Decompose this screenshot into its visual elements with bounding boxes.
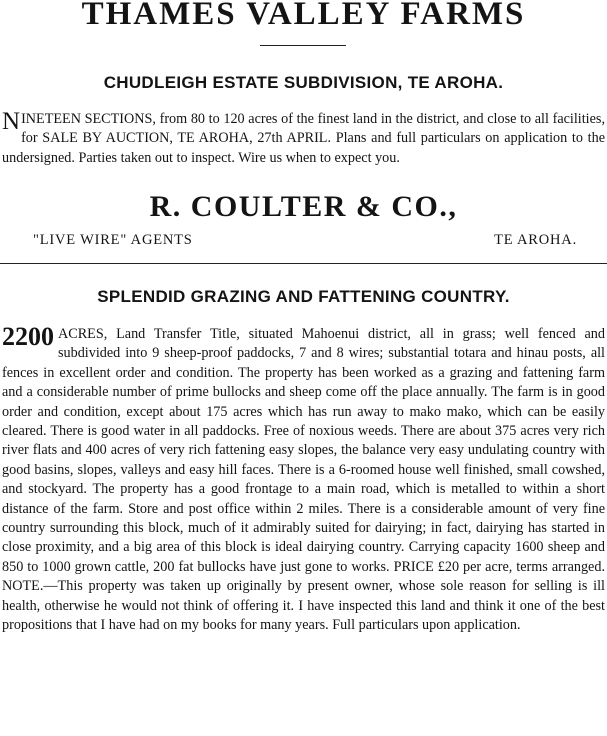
section-divider (0, 263, 607, 264)
section-heading-subdivision: CHUDLEIGH ESTATE SUBDIVISION, TE AROHA. (103, 73, 504, 92)
title-divider (260, 45, 346, 46)
agent-firm-name: R. COULTER & CO., (149, 190, 458, 223)
section-heading-grazing: SPLENDID GRAZING AND FATTENING COUNTRY. (97, 287, 510, 306)
subdivision-text: INETEEN SECTIONS, from 80 to 120 acres of the finest land in the district, and close to all facilities, for SALE BY AUCTION, TE AROHA, 27th APRIL. Plans and full particulars on application to the undersigned. Parties taken out to inspect. Wire us when to expect you. (2, 111, 605, 166)
agent-location: TE AROHA. (494, 232, 577, 248)
page-title: THAMES VALLEY FARMS (81, 0, 526, 32)
listing-paragraph (2, 322, 605, 636)
listing-text: ACRES, Land Transfer Title, situated Mahoenui district, all in grass; well fenced and subdivided into 9 sheep-proof paddocks, 7 and 8 wires; substantial totara and hinau posts, all fences in excellent order and condition. The property has been worked as a grazing and fattening farm and a considerable number of prime bullocks and sheep come off the place annually. The farm is in good order and condition, except about 175 acres which has run away to mako mako, which can be easily cleared. There is good water in all paddocks. Free of noxious weeds. There are about 375 acres very rich river flats and 400 acres of very rich fattening easy slopes, the balance very easy undulating country with good basins, slopes, valleys and easy hill faces. There is a 6-roomed house well finished, small cowshed, and stockyard. The property has a good frontage to a main road, which is metalled to within a short distance of the farm. Store and post office within 2 miles. There is a considerable amount of very fine country surrounding this block, much of it admirably suited for dairying; in fact, dairying has started in close proximity, and a big area of this block is ideal dairying country. Carrying capacity 1600 sheep and 850 to 1000 grown cattle, 200 fat bullocks have just gone to works. PRICE £20 per acre, terms arranged. NOTE.—This property was taken up originally by present owner, whose sole reason for selling is ill health, otherwise he would not think of offering it. I have inspected this land and think it one of the best propositions that I have had on my books for many years. Full particulars upon application. (2, 326, 605, 634)
agent-tagline: "LIVE WIRE" AGENTS (33, 232, 193, 248)
drop-cap-letter: N (2, 108, 21, 135)
subdivision-paragraph (2, 110, 605, 168)
acreage-number: 2200 (2, 322, 54, 351)
